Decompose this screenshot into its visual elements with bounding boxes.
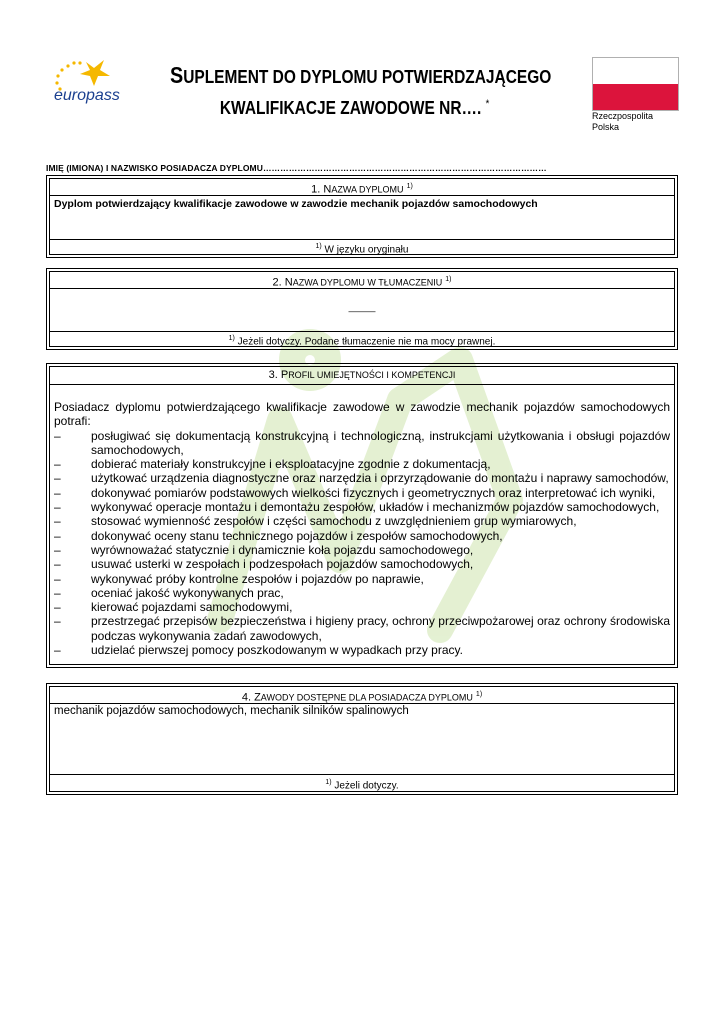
page-title: SUPLEMENT DO DYPLOMU POTWIERDZAJĄCEGO KWALIFIKACJE ZAWODOWE NR…. *	[170, 62, 552, 118]
skill-item	[54, 429, 670, 458]
skill-text: wykonywać operacje montażu i demontażu zespołów, układów i mechanizmów pojazdów samochodowych,	[91, 500, 660, 515]
skill-text: posługiwać się dokumentacją konstrukcyjną i technologiczną, instrukcjami użytkowania i obsługi pojazdów samochodowych,	[91, 428, 670, 457]
dash-bullet: –	[54, 614, 61, 629]
section-4-header: 4. ZAWODY DOSTĘPNE DLA POSIADACZA DYPLOMU $^{1)}$	[50, 687, 674, 704]
section-4-footnote: $^{1)}$ Jeżeli dotyczy.	[50, 774, 674, 791]
skill-text: kierować pojazdami samochodowymi,	[91, 600, 293, 615]
skill-item	[54, 600, 670, 614]
polish-flag	[592, 57, 679, 111]
skill-text: dobierać materiały konstrukcyjne i eksploatacyjne zgodnie z dokumentacją,	[91, 457, 491, 472]
dash-bullet: –	[54, 528, 61, 543]
skill-item	[54, 543, 670, 557]
dash-bullet: –	[54, 600, 61, 615]
dash-bullet: –	[54, 500, 61, 515]
skill-item	[54, 514, 670, 528]
section-2-content: ———	[348, 306, 376, 316]
dash-bullet: –	[54, 457, 61, 472]
skill-item	[54, 500, 670, 514]
section-1-header: 1. NAZWA DYPLOMU $^{1)}$	[50, 179, 674, 196]
skill-text: wykonywać próby kontrolne zespołów i pojazdów po naprawie,	[91, 571, 424, 586]
section-4-content: mechanik pojazdów samochodowych, mechanik silników spalinowych	[54, 705, 409, 717]
skill-item	[54, 529, 670, 543]
dash-bullet: –	[54, 485, 61, 500]
section-1-footnote: $^{1)}$ W języku oryginału	[50, 239, 674, 254]
skill-item	[54, 557, 670, 571]
holder-name-label: IMIĘ (IMIONA) I NAZWISKO POSIADACZA DYPLOMU………………………………………………………………………………………	[46, 163, 547, 173]
skill-text: dokonywać pomiarów podstawowych wielkości fizycznych i geometrycznych oraz interpretować ich wyniki,	[91, 485, 656, 500]
skill-item	[54, 572, 670, 586]
skill-text: dokonywać oceny stanu technicznego pojazdów i zespołów samochodowych,	[91, 528, 503, 543]
section-diploma-translation	[46, 268, 678, 350]
skill-item	[54, 471, 670, 485]
dash-bullet: –	[54, 428, 61, 443]
section-available-occupations	[46, 683, 678, 795]
dash-bullet: –	[54, 514, 61, 529]
skill-text: usuwać usterki w zespołach i podzespołach pojazdów samochodowych,	[91, 557, 474, 572]
section-skills-profile	[46, 363, 678, 668]
section-diploma-name	[46, 175, 678, 258]
skill-item	[54, 486, 670, 500]
dash-bullet: –	[54, 471, 61, 486]
skill-item	[54, 586, 670, 600]
dash-bullet: –	[54, 557, 61, 572]
section-3-header: 3. PROFIL UMIEJĘTNOŚCI I KOMPETENCJI	[50, 367, 674, 385]
skill-text: wyrównoważać statycznie i dynamicznie koła pojazdu samochodowego,	[91, 542, 474, 557]
skill-item	[54, 614, 670, 643]
europass-logo	[50, 54, 150, 106]
skills-list	[54, 400, 670, 657]
section-2-header: 2. NAZWA DYPLOMU W TŁUMACZENIU $^{1)}$	[50, 272, 674, 289]
dash-bullet: –	[54, 571, 61, 586]
dash-bullet: –	[54, 643, 61, 658]
section-1-content: Dyplom potwierdzający kwalifikacje zawodowe w zawodzie mechanik pojazdów samochodowych	[54, 198, 538, 210]
skill-item	[54, 457, 670, 471]
skill-text: stosować wymienność zespołów i części samochodu z uwzględnieniem grup wymiarowych,	[91, 514, 577, 529]
skills-intro: Posiadacz dyplomu potwierdzającego kwalifikacje zawodowe w zawodzie mechanik pojazdów samochodowych potrafi:	[54, 400, 670, 429]
dash-bullet: –	[54, 542, 61, 557]
skill-text: udzielać pierwszej pomocy poszkodowanym w wypadkach przy pracy.	[91, 643, 463, 658]
section-2-footnote: $^{1)}$ Jeżeli dotyczy. Podane tłumaczenie nie ma mocy prawnej.	[50, 331, 674, 346]
skill-text: oceniać jakość wykonywanych prac,	[91, 585, 284, 600]
skill-text: przestrzegać przepisów bezpieczeństwa i higieny pracy, ochrony przeciwpożarowej oraz ochrony środowiska podczas wykonywania zadań zawodowych,	[91, 614, 670, 643]
dash-bullet: –	[54, 585, 61, 600]
country-name: Rzeczpospolita Polska	[592, 111, 654, 132]
logo-text: europass	[54, 87, 120, 104]
skill-text: użytkować urządzenia diagnostyczne oraz narzędzia i oprzyrządowanie do montażu i naprawy samochodów,	[91, 471, 669, 486]
skill-item	[54, 643, 670, 657]
